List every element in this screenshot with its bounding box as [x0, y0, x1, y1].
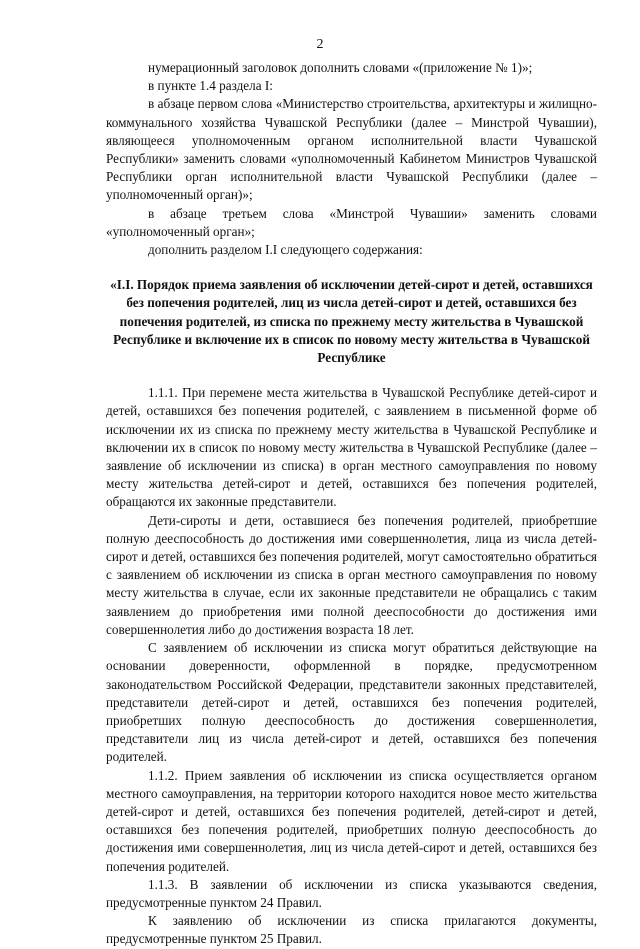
section-paragraph-4: 1.1.2. Прием заявления об исключении из списка осуществляется органом местного самоуправления, на территории которого находится новое место жительства детей-сирот и детей, оставшихся без попечения родителей, детей-сирот и детей, оставшихся без попечения родителей, приобретших полную дееспособность до достижения ими совершеннолетия, лиц из числа детей-сирот и детей, оставшихся без попечения родителей.	[106, 767, 597, 874]
document-body	[106, 59, 597, 949]
intro-paragraph-1: нумерационный заголовок дополнить словами «(приложение № 1)»;	[148, 60, 533, 75]
intro-paragraph-4: в абзаце третьем слова «Минстрой Чувашии» заменить словами «уполномоченный орган»;	[106, 205, 597, 239]
section-paragraph-3: С заявлением об исключении из списка могут обратиться действующие на основании доверенности, оформленной в порядке, предусмотренном законодательством Российской Федерации, представители законных представителей, представители детей-сирот и детей, оставшихся без попечения родителей, приобретших полную дееспособность до достижения совершеннолетия, представители лиц из числа детей-сирот и детей, оставшихся без попечения родителей.	[106, 640, 597, 765]
section-paragraph-6: К заявлению об исключении из списка прилагаются документы, предусмотренные пунктом 25 Правил.	[106, 913, 597, 947]
section-paragraph-2: Дети-сироты и дети, оставшиеся без попечения родителей, приобретшие полную дееспособность до достижения ими совершеннолетия, лица из числа детей-сирот и детей, оставшихся без попечения родителей, могут самостоятельно обратиться с заявлением об исключении из списка в орган местного самоуправления по новому месту жительства в случае, если их законные представители не обращались с таким заявлением до приобретения ими полной дееспособности до достижения ими совершеннолетия либо до достижения возраста 18 лет.	[106, 512, 597, 637]
page-number: 2	[316, 37, 324, 52]
intro-paragraph-2: в пункте 1.4 раздела I:	[148, 78, 273, 94]
section-paragraph-1: 1.1.1. При перемене места жительства в Чувашской Республике детей-сирот и детей, оставшихся без попечения родителей, с заявлением в письменной форме об исключении их из списка по прежнему месту жительства в Чувашской Республике и включении их в список по новому месту жительства в Чувашской Республике (далее – заявление об исключении из списка) в орган местного самоуправления по новому месту жительства детей-сирот и детей, оставшихся без попечения родителей, обращаются их законные представители.	[106, 385, 597, 510]
section-heading: «I.I. Порядок приема заявления об исключении детей-сирот и детей, оставшихся без попечения родителей, лиц из числа детей-сирот и детей, оставшихся без попечения родителей, из списка по прежнему месту жительства в Чувашской Республике и включение их в список по новому месту жительства в Чувашской Республике	[110, 277, 593, 366]
intro-paragraph-5: дополнить разделом I.I следующего содержания:	[148, 242, 423, 258]
intro-paragraph-3: в абзаце первом слова «Министерство строительства, архитектуры и жилищно-коммунального хозяйства Чувашской Республики (далее – Минстрой Чувашии), являющееся уполномоченным органом исполнительной власти Чувашской Республики» заменить словами «уполномоченный Кабинетом Министров Чувашской Республики орган исполнительной власти Чувашской Республики (далее – уполномоченный орган)»;	[106, 96, 597, 203]
section-paragraph-5: 1.1.3. В заявлении об исключении из списка указываются сведения, предусмотренные пунктом 24 Правил.	[106, 876, 597, 910]
section-body	[106, 384, 597, 948]
